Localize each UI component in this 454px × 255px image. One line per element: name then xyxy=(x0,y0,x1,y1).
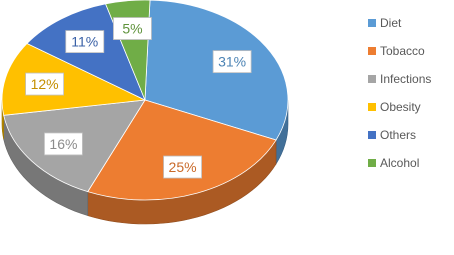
data-label-diet xyxy=(213,51,251,73)
data-label-text: 12% xyxy=(30,76,59,93)
legend-label-diet: Diet xyxy=(380,16,402,30)
data-label-text: 16% xyxy=(49,135,78,152)
legend-item-diet xyxy=(368,16,450,30)
data-label-obesity xyxy=(26,73,64,95)
legend-swatch-infections xyxy=(368,75,376,83)
data-label-alcohol xyxy=(113,18,151,40)
legend-swatch-diet xyxy=(368,19,376,27)
chart-legend xyxy=(368,16,450,184)
legend-label-obesity: Obesity xyxy=(380,100,421,114)
legend-item-alcohol xyxy=(368,156,450,170)
legend-item-obesity xyxy=(368,100,450,114)
data-label-text: 11% xyxy=(71,33,99,50)
legend-label-tobacco: Tobacco xyxy=(380,44,425,58)
data-label-text: 5% xyxy=(122,20,143,37)
legend-label-alcohol: Alcohol xyxy=(380,156,420,170)
legend-item-others xyxy=(368,128,450,142)
data-label-text: 31% xyxy=(218,53,247,70)
data-label-others xyxy=(66,31,104,53)
legend-swatch-obesity xyxy=(368,103,376,111)
legend-item-tobacco xyxy=(368,44,450,58)
legend-swatch-alcohol xyxy=(368,159,376,167)
data-label-infections xyxy=(44,133,82,155)
data-label-text: 25% xyxy=(168,159,197,176)
legend-label-others: Others xyxy=(380,128,417,142)
data-label-tobacco xyxy=(164,156,202,178)
legend-swatch-tobacco xyxy=(368,47,376,55)
legend-item-infections xyxy=(368,72,450,86)
legend-label-infections: Infections xyxy=(380,72,432,86)
legend-swatch-others xyxy=(368,131,376,139)
